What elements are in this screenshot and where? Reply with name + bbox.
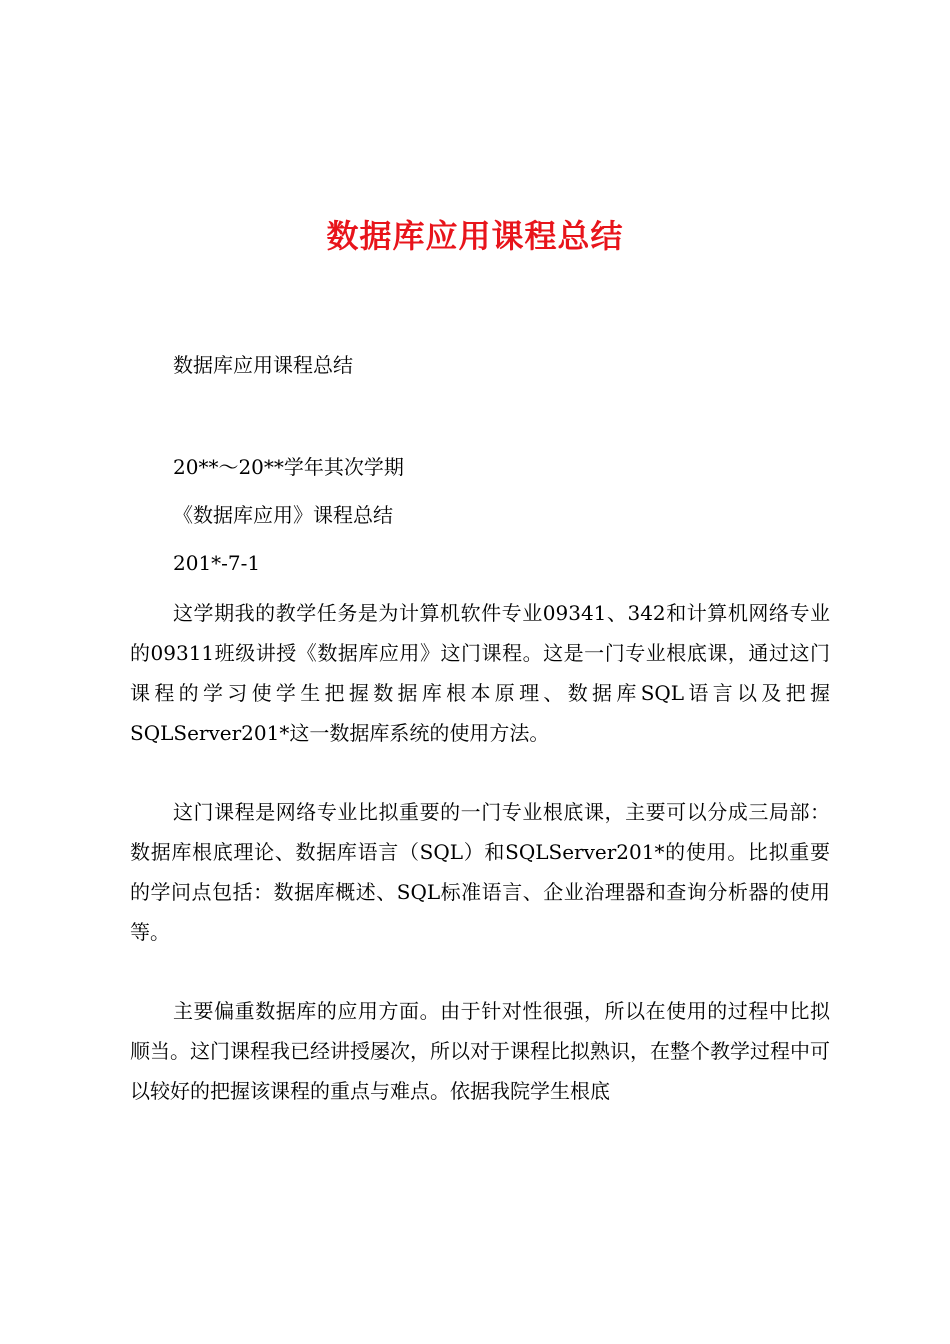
paragraph: 主要偏重数据库的应用方面。由于针对性很强，所以在使用的过程中比拟顺当。这门课程我已经讲授屡次，所以对于课程比拟熟识，在整个教学过程中可以较好的把握该课程的重点与难点。依据我院学生根底 bbox=[130, 999, 830, 1103]
paragraph: 这学期我的教学任务是为计算机软件专业09341、342和计算机网络专业的09311班级讲授《数据库应用》这门课程。这是一门专业根底课，通过这门课程的学习使学生把握数据库根本原理、数据库SQL语言以及把握SQLServer201*这一数据库系统的使用方法。 bbox=[130, 601, 830, 745]
date-line: 201*-7-1 bbox=[173, 551, 261, 575]
term-line: 20**～20**学年其次学期 bbox=[173, 455, 404, 479]
course-title-line: 《数据库应用》课程总结 bbox=[173, 503, 393, 527]
paragraph: 这门课程是网络专业比拟重要的一门专业根底课，主要可以分成三局部：数据库根底理论、数据库语言（SQL）和SQLServer201*的使用。比拟重要的学问点包括：数据库概述、SQL标准语言、企业治理器和查询分析器的使用等。 bbox=[130, 800, 830, 944]
document-title: 数据库应用课程总结 bbox=[326, 217, 624, 255]
document-subtitle: 数据库应用课程总结 bbox=[173, 353, 353, 377]
